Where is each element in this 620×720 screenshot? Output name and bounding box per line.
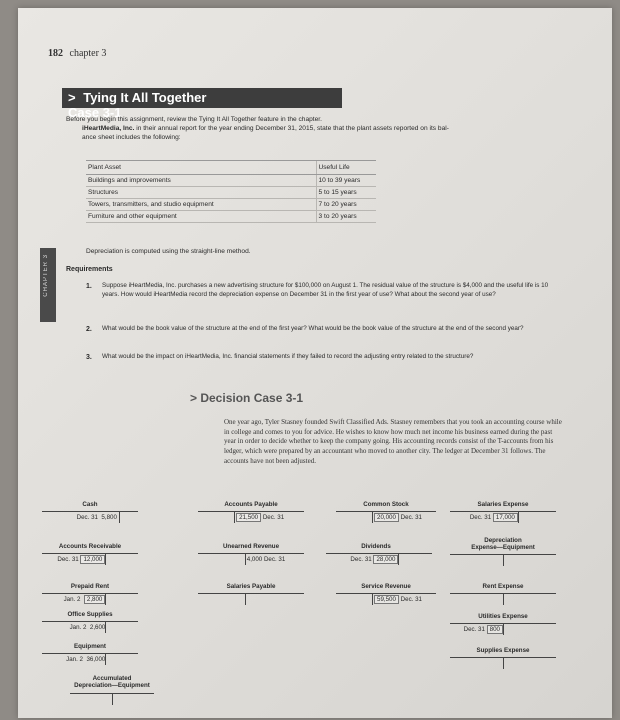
requirements-title: Requirements [66, 266, 113, 273]
table-row [86, 199, 376, 211]
entry-date: Dec. 31 [57, 556, 79, 563]
account-name: Rent Expense [482, 583, 524, 590]
entry-date: Dec. 31 [463, 626, 485, 633]
side-tab-label: CHAPTER 3 [43, 254, 49, 297]
account-name: Supplies Expense [476, 647, 530, 654]
page-number: 182 [48, 48, 63, 59]
t-account-accounts-receivable [42, 544, 138, 576]
decision-case-text: One year ago, Tyler Stasney founded Swift Classified Ads. Stasney remembers that you took an accounting course while in college and comes to you for advice. He wishes to know how much net income his business earned during the past year in order to decide whether to keep the company going. His accounting records consist of the T-accounts from his ledger, which were prepared by an accountant who moved to another city. The ledger at December 31 follows. The accounts have not been adjusted. [224, 418, 562, 465]
page-header [48, 48, 106, 59]
account-name: Salaries Expense [477, 501, 529, 508]
requirement-3 [86, 353, 566, 362]
requirement-1 [86, 282, 566, 300]
table-row [86, 187, 376, 199]
entry-date: Jan. 2 [66, 656, 83, 663]
account-name: Office Supplies [67, 611, 113, 618]
account-name-line-2: Depreciation—Equipment [74, 682, 150, 689]
table-header-asset: Plant Asset [86, 161, 316, 175]
entry-date: Jan. 2 [69, 624, 87, 631]
intro-line-2: in their annual report for the year ending December 31, 2015, state that the plant assets reported on its bal- [134, 124, 449, 132]
asset-cell: Buildings and improvements [86, 175, 316, 187]
entry-amount: 4,000 [246, 556, 263, 563]
entry-amount: 2,800 [84, 595, 105, 604]
account-name: Cash [82, 501, 98, 508]
textbook-page [18, 8, 612, 718]
entry-amount: 17,000 [493, 513, 518, 522]
entry-amount: 20,000 [374, 513, 399, 522]
t-account-dividends [292, 544, 432, 576]
requirement-text: What would be the impact on iHeartMedia, Inc. financial statements if they failed to record the adjusting entry related to the structure? [102, 353, 474, 360]
requirement-text: What would be the book value of the structure at the end of the first year? What would be the book value of the structure at the end of the second year? [102, 325, 524, 332]
depreciation-note: Depreciation is computed using the straight-line method. [86, 248, 251, 255]
t-account-rent-expense [450, 584, 556, 616]
requirement-number: 2. [86, 326, 92, 333]
t-account-service-revenue [336, 584, 436, 616]
requirement-text: Suppose iHeartMedia, Inc. purchases a new advertising structure for $100,000 on August 1. The residual value of the structure is $4,000 and the useful life is 10 years. How would iHeartMedia record the depreciation expense on December 31 in the first year of use? What about the second year of use? [102, 282, 549, 298]
t-account-depreciation-expense [450, 538, 556, 576]
entry-amount: 36,000 [86, 656, 106, 663]
table-header-life: Useful Life [316, 161, 376, 175]
account-name: Accounts Receivable [58, 543, 122, 550]
account-name: Equipment [74, 643, 106, 650]
entry-amount: 800 [487, 625, 503, 634]
t-account-cash [42, 502, 138, 536]
table-row [86, 211, 376, 223]
entry-date: Jan. 2 [63, 596, 81, 603]
entry-date: Dec. 31 [469, 514, 492, 521]
entry-date: Dec. 31 [262, 514, 285, 521]
decision-case-title: > Decision Case 3-1 [190, 391, 304, 405]
entry-amount: 12,000 [80, 555, 105, 564]
account-name: Utilities Expense [478, 613, 528, 620]
company-name: iHeartMedia, Inc. [82, 124, 135, 132]
requirement-2 [86, 325, 566, 334]
requirement-number: 1. [86, 283, 92, 290]
requirement-number: 3. [86, 354, 92, 361]
t-account-office-supplies [42, 612, 138, 642]
life-cell: 3 to 20 years [316, 211, 376, 223]
account-name-line-2: Expense—Equipment [471, 544, 535, 551]
t-account-unearned-revenue [198, 544, 304, 576]
entry-date: Dec. 31 [400, 514, 422, 521]
t-account-accumulated-depreciation [42, 676, 182, 712]
entry-date: Dec. 31 [76, 514, 98, 521]
table-row [86, 175, 376, 187]
account-name: Dividends [361, 543, 391, 550]
chapter-label: chapter 3 [69, 48, 107, 59]
t-account-salaries-expense [450, 502, 556, 536]
entry-amount: 21,500 [236, 513, 261, 522]
case-title: Tying It All Together Case 3-1 [68, 90, 207, 120]
account-name: Common Stock [363, 501, 409, 508]
entry-date: Dec. 31 [263, 556, 286, 563]
plant-asset-table [86, 160, 376, 223]
t-account-utilities-expense [450, 614, 556, 644]
asset-cell: Furniture and other equipment [86, 211, 316, 223]
entry-amount: 5,800 [101, 514, 117, 521]
entry-amount: 59,500 [374, 595, 399, 604]
case-title-prefix: > [68, 90, 76, 105]
entry-date: Dec. 31 [350, 556, 372, 563]
account-name: Accumulated [92, 675, 132, 682]
account-name: Service Revenue [361, 583, 411, 590]
t-account-supplies-expense [450, 648, 556, 678]
account-name: Unearned Revenue [222, 543, 280, 550]
chapter-side-tab [40, 248, 56, 322]
life-cell: 10 to 39 years [316, 175, 376, 187]
t-account-equipment [42, 644, 138, 676]
life-cell: 7 to 20 years [316, 199, 376, 211]
intro-line-3: ance sheet includes the following: [82, 133, 181, 141]
t-account-salaries-payable [198, 584, 304, 616]
intro-line-1: Before you begin this assignment, review the Tying It All Together feature in the chapter. [66, 116, 322, 123]
account-name: Depreciation [484, 537, 522, 544]
entry-date: Dec. 31 [400, 596, 422, 603]
asset-cell: Towers, transmitters, and studio equipment [86, 199, 316, 211]
case-intro [66, 116, 566, 143]
t-account-accounts-payable [198, 502, 304, 536]
life-cell: 5 to 15 years [316, 187, 376, 199]
account-name: Prepaid Rent [70, 583, 110, 590]
entry-amount: 2,600 [89, 624, 106, 631]
t-account-common-stock [336, 502, 436, 536]
asset-cell: Structures [86, 187, 316, 199]
account-name: Accounts Payable [224, 501, 278, 508]
entry-amount: 28,000 [373, 555, 398, 564]
account-name: Salaries Payable [226, 583, 276, 590]
